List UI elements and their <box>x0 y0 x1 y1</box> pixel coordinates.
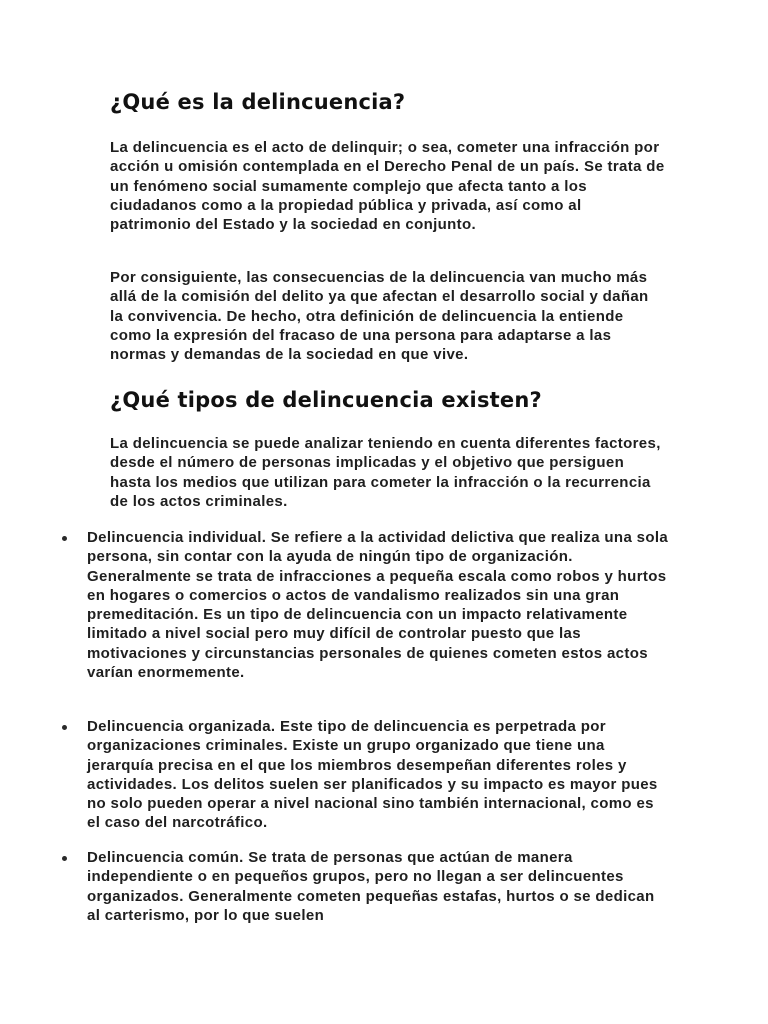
bullet-dot-icon <box>62 856 67 861</box>
bullet-text: Delincuencia individual. Se refiere a la actividad delictiva que realiza una sola persona, sin contar con la ayuda de ningún tipo de organización. Generalmente se trata de infracciones a pequeña escala como robos y hurtos en hogares o comercios o actos de vandalismo realizados sin una gran premeditación. Es un tipo de delincuencia con un impacto relativamente limitado a nivel social pero muy difícil de controlar puesto que las motivaciones y circunstancias personales de quienes cometen estos actos varían enormemente. <box>87 529 669 682</box>
paragraph-types-intro: La delincuencia se puede analizar teniendo en cuenta diferentes factores, desde el número de personas implicadas y el objetivo que persiguen hasta los medios que utilizan para cometer la infracción o la recurrencia de los actos criminales. <box>110 435 661 510</box>
section-heading-definition: ¿Qué es la delincuencia? <box>110 90 406 114</box>
section-heading-types: ¿Qué tipos de delincuencia existen? <box>110 388 542 412</box>
bullet-dot-icon <box>62 536 67 541</box>
bullet-text: Delincuencia organizada. Este tipo de delincuencia es perpetrada por organizaciones criminales. Existe un grupo organizado que tiene una jerarquía precisa en el que los miembros desempeñan diferentes roles y actividades. Los delitos suelen ser planificados y su impacto es mayor pues no solo pueden operar a nivel nacional sino también internacional, como es el caso del narcotráfico. <box>87 718 658 832</box>
paragraph-consequences: Por consiguiente, las consecuencias de la delincuencia van mucho más allá de la comisión del delito ya que afectan el desarrollo social y dañan la convivencia. De hecho, otra definición de delincuencia la entiende como la expresión del fracaso de una persona para adaptarse a las normas y demandas de la sociedad en que vive. <box>110 269 649 364</box>
bullet-dot-icon <box>62 725 67 730</box>
bullet-text: Delincuencia común. Se trata de personas que actúan de manera independiente o en pequeños grupos, pero no llegan a ser delincuentes organizados. Generalmente cometen pequeñas estafas, hurtos o se dedican al carterismo, por lo que suelen <box>87 849 655 924</box>
paragraph-definition: La delincuencia es el acto de delinquir; o sea, cometer una infracción por acción u omisión contemplada en el Derecho Penal de un país. Se trata de un fenómeno social sumamente complejo que afecta tanto a los ciudadanos como a la propiedad pública y privada, así como al patrimonio del Estado y la sociedad en conjunto. <box>110 139 665 234</box>
